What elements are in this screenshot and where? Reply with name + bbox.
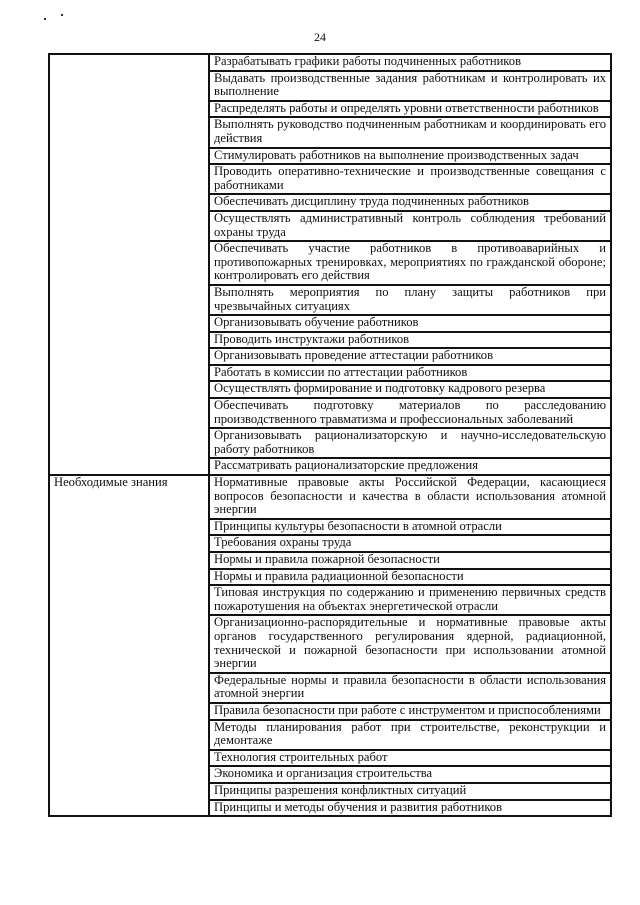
duties-label-cell xyxy=(49,54,209,475)
duty-cell: Обеспечивать дисциплину труда подчиненных работников xyxy=(209,194,611,211)
scan-dot xyxy=(61,14,63,16)
requirements-table-body xyxy=(49,54,611,816)
requirements-table xyxy=(48,53,612,817)
duty-cell: Осуществлять формирование и подготовку кадрового резерва xyxy=(209,381,611,398)
duty-cell: Организовывать рационализаторскую и научно-исследовательскую работу работников xyxy=(209,428,611,458)
knowledge-cell: Федеральные нормы и правила безопасности в области использования атомной энергии xyxy=(209,673,611,703)
knowledge-cell: Технология строительных работ xyxy=(209,750,611,767)
duty-cell: Проводить оперативно-технические и производственные совещания с работниками xyxy=(209,164,611,194)
duty-cell: Организовывать проведение аттестации работников xyxy=(209,348,611,365)
knowledge-cell: Принципы культуры безопасности в атомной отрасли xyxy=(209,519,611,536)
knowledge-cell: Методы планирования работ при строительстве, реконструкции и демонтаже xyxy=(209,720,611,750)
knowledge-row xyxy=(49,475,611,519)
duty-cell: Рассматривать рационализаторские предложения xyxy=(209,458,611,475)
duty-cell: Выполнять руководство подчиненным работникам и координировать его действия xyxy=(209,117,611,147)
duty-cell: Выдавать производственные задания работникам и контролировать их выполнение xyxy=(209,71,611,101)
duty-cell: Организовывать обучение работников xyxy=(209,315,611,332)
duty-cell: Обеспечивать участие работников в противоаварийных и противопожарных тренировках, мероприятиях по гражданской обороне; контролировать его действия xyxy=(209,241,611,285)
knowledge-cell: Правила безопасности при работе с инструментом и приспособлениями xyxy=(209,703,611,720)
duty-cell: Проводить инструктажи работников xyxy=(209,332,611,349)
duty-cell: Обеспечивать подготовку материалов по расследованию производственного травматизма и профессиональных заболеваний xyxy=(209,398,611,428)
page-number: 24 xyxy=(314,30,326,44)
duty-cell: Работать в комиссии по аттестации работников xyxy=(209,365,611,382)
knowledge-label: Необходимые знания xyxy=(49,475,209,816)
scan-dot xyxy=(44,18,46,20)
duty-cell: Разрабатывать графики работы подчиненных работников xyxy=(209,54,611,71)
duty-row xyxy=(49,54,611,71)
knowledge-cell: Принципы разрешения конфликтных ситуаций xyxy=(209,783,611,800)
duty-cell: Стимулировать работников на выполнение производственных задач xyxy=(209,148,611,165)
duty-cell: Распределять работы и определять уровни ответственности работников xyxy=(209,101,611,118)
knowledge-cell: Нормативные правовые акты Российской Федерации, касающиеся вопросов безопасности и качества в области использования атомной энергии xyxy=(209,475,611,519)
knowledge-cell: Принципы и методы обучения и развития работников xyxy=(214,799,503,814)
knowledge-cell: Нормы и правила пожарной безопасности xyxy=(209,552,611,569)
knowledge-cell: Организационно-распорядительные и нормативные правовые акты органов государственного регулирования ядерной, радиационной, технической и пожарной безопасности при использовании атомной энергии xyxy=(209,615,611,672)
knowledge-cell: Нормы и правила радиационной безопасности xyxy=(209,569,611,586)
duty-cell: Выполнять мероприятия по плану защиты работников при чрезвычайных ситуациях xyxy=(209,285,611,315)
knowledge-cell: Требования охраны труда xyxy=(209,535,611,552)
knowledge-cell: Типовая инструкция по содержанию и применению первичных средств пожаротушения на объектах энергетической отрасли xyxy=(209,585,611,615)
duty-cell: Осуществлять административный контроль соблюдения требований охраны труда xyxy=(209,211,611,241)
knowledge-cell: Экономика и организация строительства xyxy=(209,766,611,783)
